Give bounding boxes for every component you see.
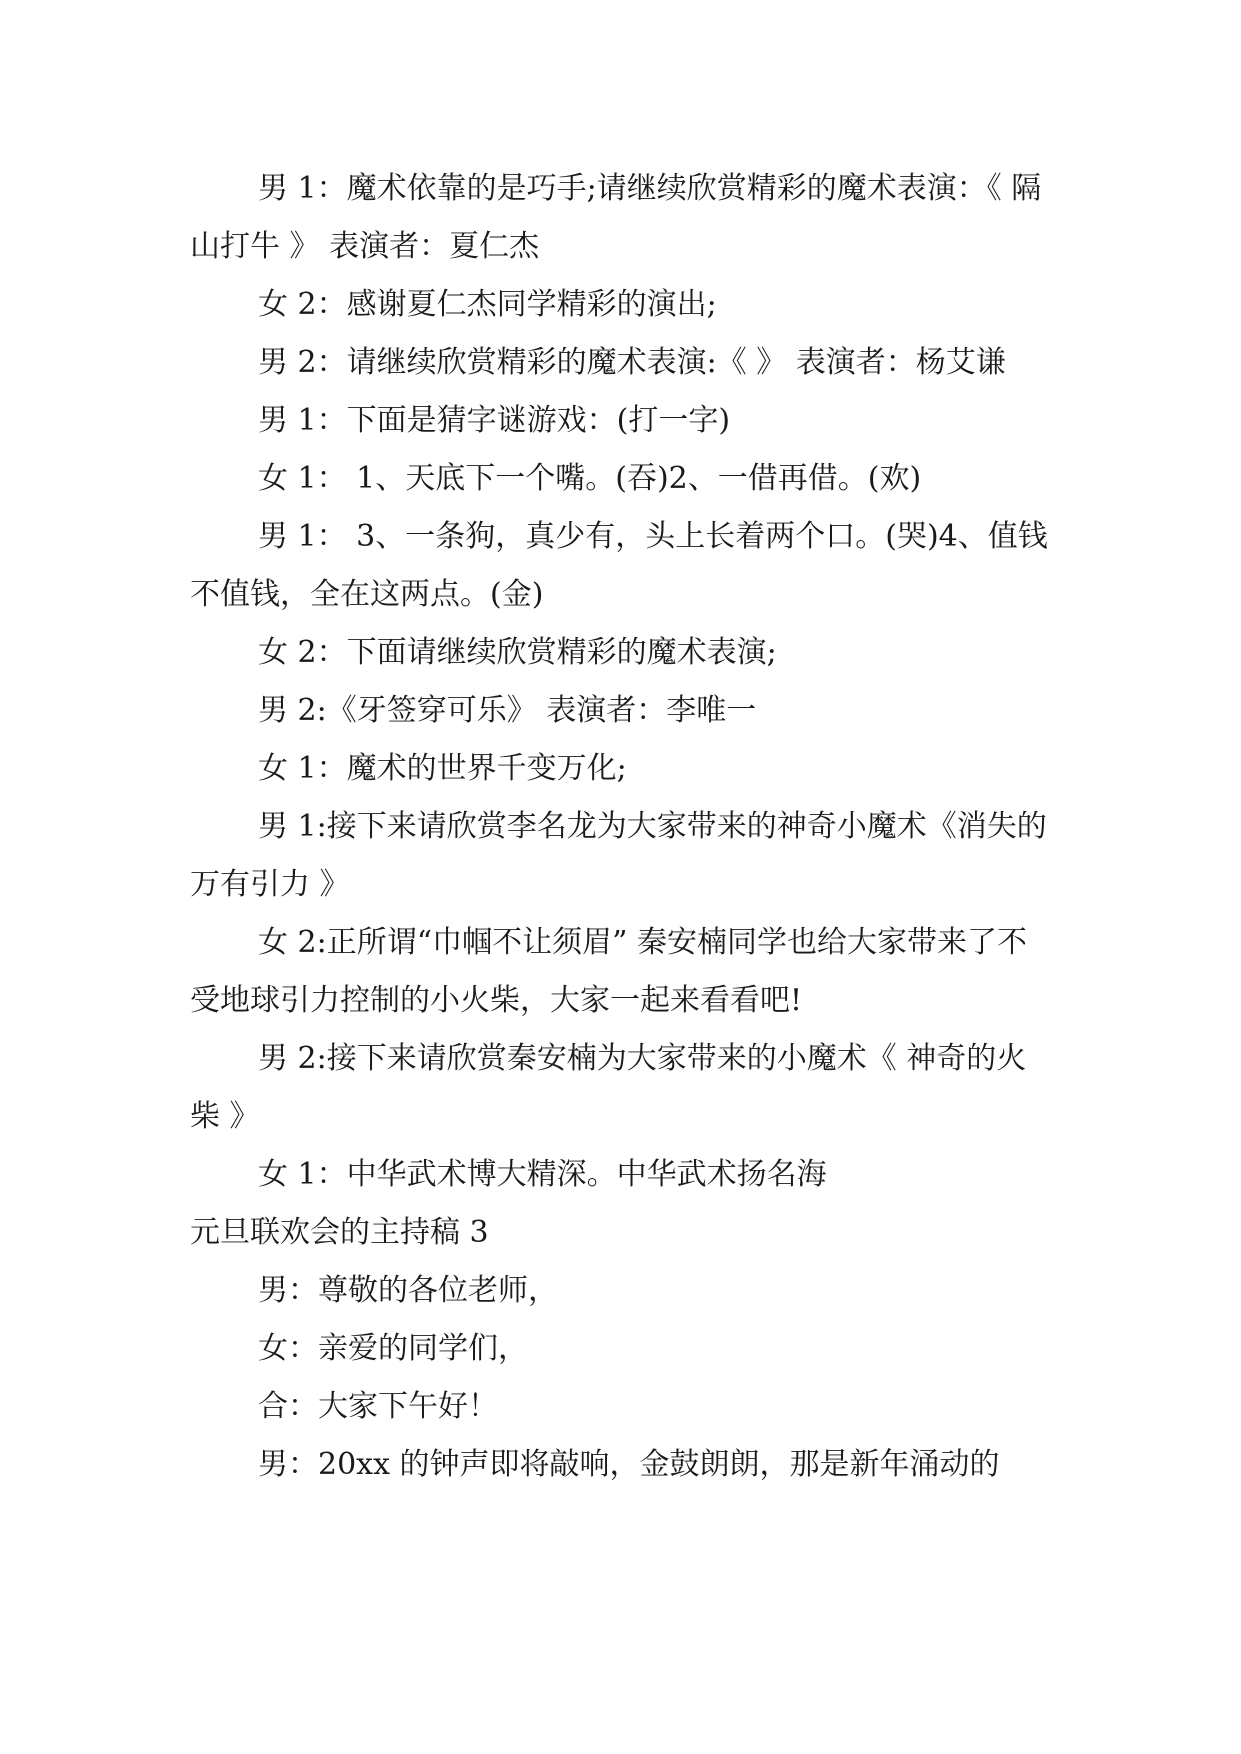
paragraph: 男 1：下面是猜字谜游戏：(打一字) [258, 403, 731, 438]
paragraph: 女：亲爱的同学们， [258, 1331, 528, 1366]
paragraph: 女 1：魔术的世界千变万化; [258, 751, 627, 786]
document-body [190, 160, 1050, 1494]
paragraph: 男 2:接下来请欣赏秦安楠为大家带来的小魔术《 神奇的火柴 》 [190, 1041, 1027, 1134]
paragraph: 男 1：魔术依靠的是巧手;请继续欣赏精彩的魔术表演：《 隔山打牛 》 表演者：夏仁杰 [190, 171, 1042, 264]
paragraph: 合：大家下午好！ [258, 1389, 498, 1424]
section-heading: 元旦联欢会的主持稿 3 [190, 1215, 489, 1250]
paragraph: 男：尊敬的各位老师， [258, 1273, 558, 1308]
paragraph: 女 2：感谢夏仁杰同学精彩的演出; [258, 287, 717, 322]
paragraph: 男：20xx 的钟声即将敲响，金鼓朗朗，那是新年涌动的 [258, 1447, 1000, 1482]
paragraph: 男 2:《牙签穿可乐》 表演者：李唯一 [258, 693, 757, 728]
paragraph: 女 1：中华武术博大精深。中华武术扬名海 [258, 1157, 827, 1192]
paragraph: 女 2：下面请继续欣赏精彩的魔术表演; [258, 635, 777, 670]
paragraph: 女 1： 1、天底下一个嘴。(吞)2、一借再借。(欢) [258, 461, 922, 496]
paragraph: 男 1:接下来请欣赏李名龙为大家带来的神奇小魔术《消失的万有引力 》 [190, 809, 1047, 902]
paragraph: 女 2:正所谓“巾帼不让须眉” 秦安楠同学也给大家带来了不受地球引力控制的小火柴，大家一起来看看吧! [190, 925, 1027, 1018]
paragraph: 男 2：请继续欣赏精彩的魔术表演:《 》 表演者：杨艾谦 [258, 345, 1006, 380]
paragraph: 男 1： 3、一条狗，真少有，头上长着两个口。(哭)4、值钱不值钱，全在这两点。(金) [190, 519, 1048, 612]
